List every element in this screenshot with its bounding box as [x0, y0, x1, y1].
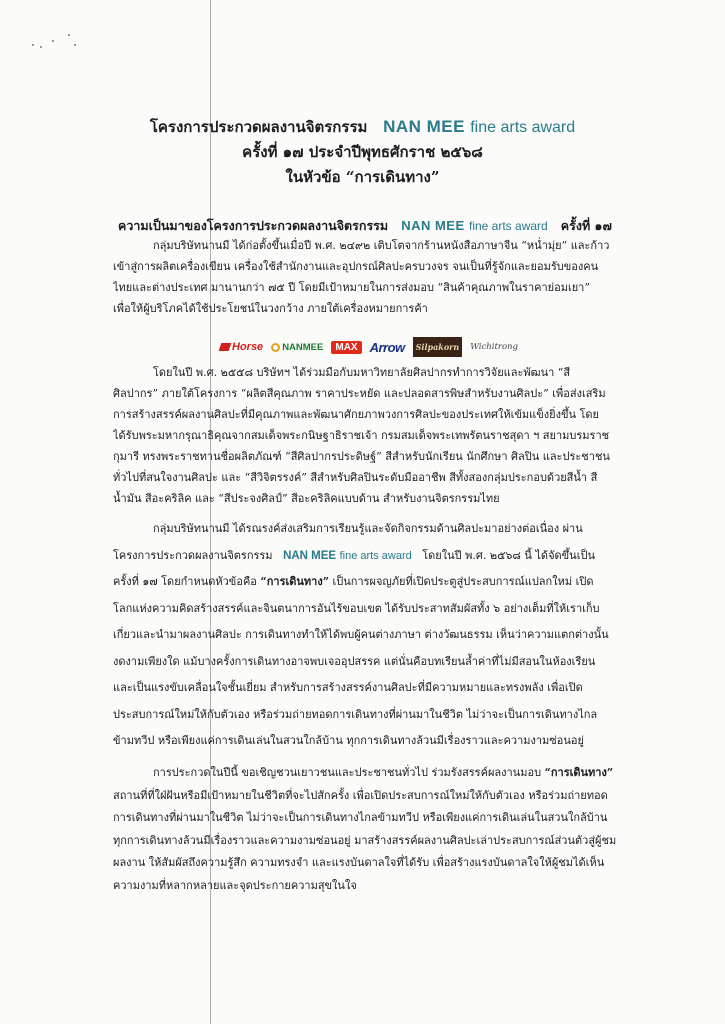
section-heading-brand: NAN MEE	[401, 218, 465, 233]
paragraph-project-theme	[113, 516, 653, 755]
nanmee-logo-text: NANMEE	[282, 341, 324, 353]
paragraph-silpakorn-colors	[113, 362, 653, 509]
paragraph-line-theme	[113, 569, 653, 596]
theme-highlight: “การเดินทาง”	[544, 766, 614, 779]
scan-specks	[28, 30, 88, 60]
title-brand-name: NAN MEE	[383, 117, 465, 136]
section-heading-suffix: ครั้งที่ ๑๗	[560, 218, 612, 233]
paragraph-line-brand	[113, 543, 653, 570]
paragraph-line: การเดินทางที่ผ่านมาในชีวิต ไม่ว่าจะเป็นการเดินทางไกลข้ามทวีป หรือเพียงแค่การเดินเล่นในสวนใกล้บ้าน	[113, 811, 608, 824]
horse-logo-text: Horse	[232, 341, 264, 353]
paragraph-line: โลกแห่งความคิดสร้างสรรค์และจินตนาการอันไร้ขอบเขต ได้รับประสาทสัมผัสทั้ง ๖ อย่างเต็มที่ให้เราเก็บ	[113, 601, 600, 615]
paragraph-line: เพื่อให้ผู้บริโภคได้ใช้ประโยชน์ในวงกว้าง ภายใต้เครื่องหมายการค้า	[113, 302, 428, 315]
trademark-logos	[220, 336, 520, 358]
title-line-1	[60, 114, 665, 140]
paragraph-text: โดยในปี พ.ศ. ๒๕๖๘ นี้ ได้จัดขึ้นเป็น	[422, 548, 595, 562]
title-brand-tag: fine arts award	[470, 119, 576, 136]
scan-speck	[68, 34, 70, 36]
nanmee-logo	[271, 342, 323, 353]
paragraph-line: เข้าสู่การผลิตเครื่องเขียน เครื่องใช้สำนักงานและอุปกรณ์ศิลปะครบวงจร จนเป็นที่รู้จักและยอมรับของคน	[113, 260, 599, 273]
paragraph-line: ศิลปากร” ภายใต้โครงการ “ผลิตสีคุณภาพ ราคาประหยัด และปลอดสารพิษสำหรับงานศิลปะ” เพื่อส่งเสริม	[113, 387, 606, 400]
paragraph-line: ทั่วไปที่สนใจงานศิลปะ และ “สีวิจิตรรงค์” สีสำหรับศิลปินระดับมืออาชีพ สีทั้งสองกลุ่มประกอบด้วยสีน้ำ สี	[113, 471, 598, 484]
paragraph-text: การประกวดในปีนี้ ขอเชิญชวนเยาวชนและประชาชนทั่วไป ร่วมรังสรรค์ผลงานมอบ	[153, 766, 542, 779]
title-line-2: ครั้งที่ ๑๗ ประจำปีพุทธศักราช ๒๕๖๘	[242, 143, 483, 161]
paragraph-line: ข้ามทวีป หรือเพียงแค่การเดินเล่นในสวนใกล้บ้าน ทุกการเดินทางล้วนมีเรื่องราวและความงามซ่อนอยู่	[113, 734, 584, 747]
paragraph-text: ครั้งที่ ๑๗ โดยกำหนดหัวข้อคือ	[113, 575, 257, 588]
paragraph-invitation	[113, 762, 653, 897]
section-heading	[118, 216, 658, 236]
paragraph-line: กุมารี ทรงพระราชทานชื่อผลิตภัณฑ์ “สีศิลปากรประดิษฐ์” สีสำหรับนักเรียน นักศึกษา ศิลปิน และประชาชน	[113, 450, 610, 463]
paragraph-text: เป็นการผจญภัยที่เปิดประตูสู่ประสบการณ์แปลกใหม่ เปิด	[332, 575, 594, 588]
paragraph-line: ผลงาน ให้สัมผัสถึงความรู้สึก ความทรงจำ และแรงบันดาลใจที่ได้รับ เพื่อสร้างแรงบันดาลใจให้ผู้ชมได้เห็น	[113, 856, 605, 869]
paragraph-line: น้ำมัน สีอะคริลิค และ “สีประจงศิลป์” สีอะคริลิคแบบด้าน สำหรับงานจิตรกรรมไทย	[113, 492, 500, 505]
scan-speck	[32, 44, 34, 46]
document-title	[60, 114, 665, 190]
arrow-logo: Arrow	[369, 339, 405, 355]
paragraph-line: ประสบการณ์ใหม่ให้กับตัวเอง หรือร่วมถ่ายทอดการเดินทางที่ผ่านมาในชีวิต ไม่ว่าจะเป็นการเดินทางไกล	[113, 707, 598, 721]
scan-speck	[74, 44, 76, 46]
paragraph-line: ความงามที่หลากหลายและจุดประกายความสุขในใจ	[113, 878, 357, 892]
max-logo: MAX	[331, 341, 361, 354]
section-heading-tag: fine arts award	[469, 219, 548, 233]
paragraph-history	[113, 235, 653, 319]
paragraph-line: ไทยและต่างประเทศ มานานกว่า ๗๕ ปี โดยมีเป้าหมายในการส่งมอบ “สินค้าคุณภาพในราคาย่อมเยา”	[113, 281, 590, 294]
paragraph-line: กลุ่มบริษัทนานมี ได้รณรงค์ส่งเสริมการเรียนรู้และจัดกิจกรรมด้านศิลปะมาอย่างต่อเนื่อง ผ่าน	[153, 522, 583, 535]
silpakorn-logo: Silpakorn	[413, 337, 463, 357]
paragraph-line: ได้รับพระมหากรุณาธิคุณจากสมเด็จพระกนิษฐาธิราชเจ้า กรมสมเด็จพระเทพรัตนราชสุดา ฯ สยามบรมราช	[113, 429, 610, 442]
paragraph-text: โครงการประกวดผลงานจิตรกรรม	[113, 548, 273, 562]
horse-mark-icon	[219, 343, 232, 351]
horse-logo	[220, 341, 263, 353]
paragraph-line: เกี่ยวและนำมาผลงานศิลปะ การเดินทางทำให้ได้พบผู้คนต่างภาษา ต่างวัฒนธรรม เห็นว่าความแตกต่างนั้น	[113, 628, 609, 641]
title-line-3: ในหัวข้อ “การเดินทาง”	[285, 168, 440, 186]
theme-highlight: “การเดินทาง”	[260, 575, 330, 588]
inline-brand-name: NAN MEE	[283, 549, 337, 562]
paragraph-line: การสร้างสรรค์ผลงานศิลปะที่มีคุณภาพและพัฒนาศักยภาพวงการศิลปะของประเทศให้เข้มแข็งยิ่งขึ้น โดย	[113, 408, 599, 421]
paragraph-line: กลุ่มบริษัทนานมี ได้ก่อตั้งขึ้นเมื่อปี พ.ศ. ๒๔๙๒ เติบโตจากร้านหนังสือภาษาจีน “หน่ำมุ่ย” และก้าว	[153, 239, 610, 252]
paragraph-line: โดยในปี พ.ศ. ๒๕๕๘ บริษัทฯ ได้ร่วมมือกับมหาวิทยาลัยศิลปากรทำการวิจัยและพัฒนา “สี	[153, 366, 571, 379]
section-heading-prefix: ความเป็นมาของโครงการประกวดผลงานจิตรกรรม	[118, 218, 389, 233]
title-prefix: โครงการประกวดผลงานจิตรกรรม	[149, 118, 368, 136]
scan-speck	[40, 46, 42, 48]
paragraph-line-invitation	[113, 762, 653, 785]
inline-brand-tag: fine arts award	[339, 549, 412, 562]
paragraph-line: และเป็นแรงขับเคลื่อนใจชั้นเยี่ยม สำหรับการสร้างสรรค์งานศิลปะที่มีความหมายและทรงพลัง เพื่อเปิด	[113, 681, 583, 694]
wichitrong-logo: Wichitrong	[470, 342, 518, 352]
paragraph-line: งดงามเพียงใด แม้บางครั้งการเดินทางอาจพบเจออุปสรรค แต่นั่นคือบทเรียนล้ำค่าที่ไม่มีสอนในห้องเรียน	[113, 654, 596, 668]
paragraph-line: ทุกการเดินทางล้วนมีเรื่องราวและความงามซ่อนอยู่ มาสร้างสรรค์ผลงานศิลปะเล่าประสบการณ์ส่วนตัวสู่ผู้ชม	[113, 833, 617, 847]
nanmee-mark-icon	[271, 343, 280, 352]
scan-speck	[52, 40, 54, 42]
paragraph-line: สถานที่ที่ใฝ่ฝันหรือมีเป้าหมายในชีวิตที่จะไปสักครั้ง เพื่อเปิดประสบการณ์ใหม่ให้กับตัวเอง หรือร่วมถ่ายทอด	[113, 788, 608, 802]
